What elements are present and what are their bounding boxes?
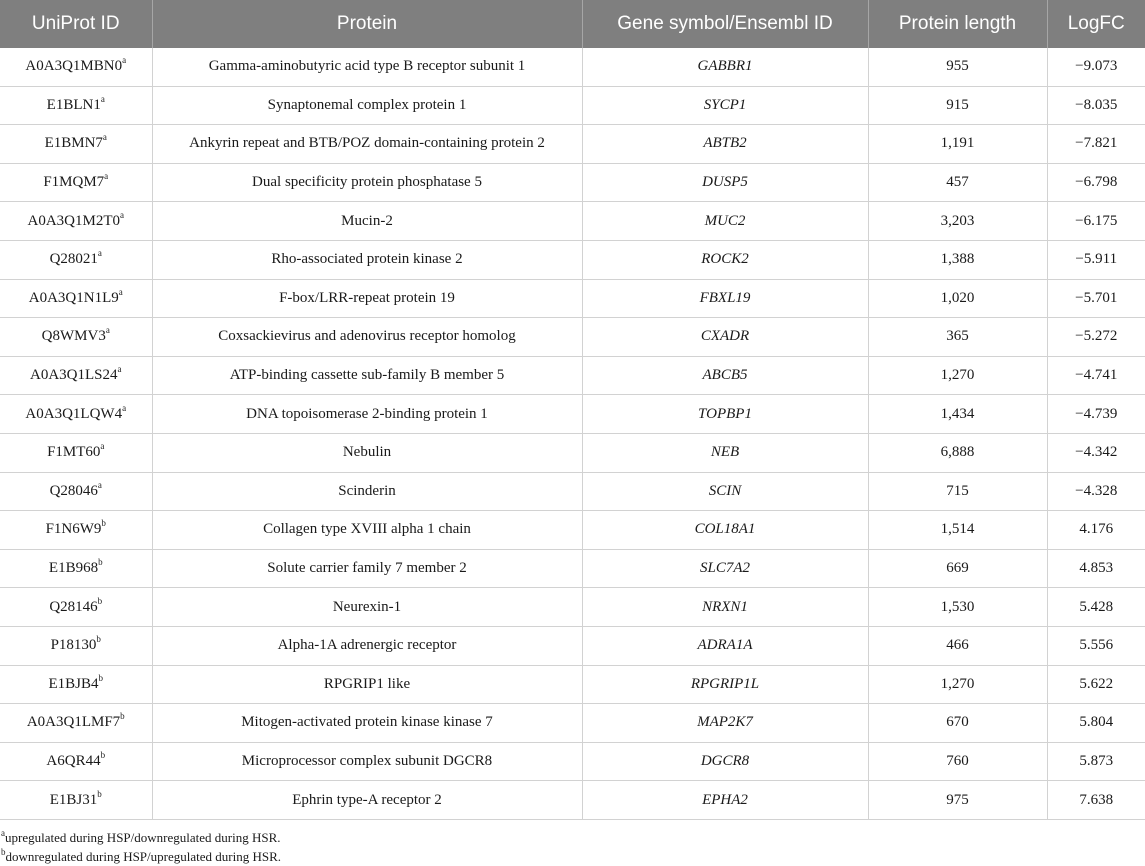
gene-cell: COL18A1 [582,511,868,550]
uniprot-id: A0A3Q1LMF7 [26,714,121,731]
uniprot-id-cell [0,202,152,241]
uniprot-id: A0A3Q1LQW4 [25,405,123,422]
table-row [0,86,1145,125]
gene-cell: EPHA2 [582,781,868,820]
protein-cell: Gamma-aminobutyric acid type B receptor subunit 1 [152,48,582,86]
footnotes [0,820,1145,866]
uniprot-id: Q28146 [49,598,98,615]
uniprot-id-cell [0,433,152,472]
uniprot-id: Q28021 [49,251,98,268]
uniprot-id: A0A3Q1LS24 [29,367,118,384]
table-row [0,704,1145,743]
gene-cell: GABBR1 [582,48,868,86]
table-row [0,202,1145,241]
logfc-cell: −9.073 [1047,48,1145,86]
footnote-mark: a [122,402,127,413]
uniprot-id: E1BJ31 [49,791,98,808]
uniprot-id: E1BJB4 [48,675,99,692]
uniprot-id-cell [0,781,152,820]
gene-cell: DGCR8 [582,742,868,781]
logfc-cell: −6.798 [1047,163,1145,202]
uniprot-id-cell [0,588,152,627]
length-cell: 365 [868,318,1047,357]
table-row [0,742,1145,781]
length-cell: 6,888 [868,433,1047,472]
uniprot-id: F1MQM7 [43,174,105,191]
protein-cell: Ephrin type-A receptor 2 [152,781,582,820]
gene-cell: NEB [582,433,868,472]
table-row [0,433,1145,472]
footnote-mark: a [100,441,105,452]
table-row [0,781,1145,820]
logfc-cell: −4.741 [1047,356,1145,395]
footnote-mark: a [118,286,123,297]
uniprot-id-cell [0,549,152,588]
table-row [0,125,1145,164]
gene-cell: RPGRIP1L [582,665,868,704]
gene-cell: ABTB2 [582,125,868,164]
uniprot-id-cell [0,665,152,704]
header-protein-length: Protein length [868,0,1047,48]
gene-cell: ROCK2 [582,240,868,279]
length-cell: 1,514 [868,511,1047,550]
gene-cell: TOPBP1 [582,395,868,434]
gene-cell: CXADR [582,318,868,357]
footnote-mark: a [1,827,5,838]
length-cell: 669 [868,549,1047,588]
footnote-mark: b [100,749,106,760]
table-row [0,472,1145,511]
footnote-mark: b [1,846,6,857]
footnote-mark: a [97,479,102,490]
footnote-mark: a [102,132,107,143]
header-uniprot-id: UniProt ID [0,0,152,48]
protein-cell: Mitogen-activated protein kinase kinase 7 [152,704,582,743]
protein-cell: Neurexin-1 [152,588,582,627]
logfc-cell: 5.873 [1047,742,1145,781]
uniprot-id-cell [0,511,152,550]
table-row [0,549,1145,588]
uniprot-id-cell [0,395,152,434]
header-protein: Protein [152,0,582,48]
logfc-cell: 7.638 [1047,781,1145,820]
table-row [0,665,1145,704]
length-cell: 760 [868,742,1047,781]
table-row [0,48,1145,86]
logfc-cell: −8.035 [1047,86,1145,125]
uniprot-id-cell [0,125,152,164]
footnote-mark: b [97,788,102,799]
gene-cell: ABCB5 [582,356,868,395]
footnote-b [1,847,1145,866]
table-row [0,163,1145,202]
protein-cell: Scinderin [152,472,582,511]
protein-cell: F-box/LRR-repeat protein 19 [152,279,582,318]
uniprot-id-cell [0,742,152,781]
length-cell: 3,203 [868,202,1047,241]
table-row [0,626,1145,665]
protein-cell: Nebulin [152,433,582,472]
table-row [0,511,1145,550]
uniprot-id: P18130 [50,637,97,654]
uniprot-id-cell [0,240,152,279]
length-cell: 1,530 [868,588,1047,627]
footnote-mark: a [117,364,122,375]
uniprot-id-cell [0,163,152,202]
logfc-cell: −5.911 [1047,240,1145,279]
footnote-mark: b [120,711,125,722]
length-cell: 1,270 [868,356,1047,395]
footnote-a [1,828,1145,847]
footnote-mark: a [97,248,102,259]
gene-cell: SYCP1 [582,86,868,125]
gene-cell: MUC2 [582,202,868,241]
length-cell: 955 [868,48,1047,86]
header-logfc: LogFC [1047,0,1145,48]
protein-cell: Synaptonemal complex protein 1 [152,86,582,125]
uniprot-id: A0A3Q1MBN0 [25,58,123,75]
footnote-mark: b [98,672,103,683]
protein-cell: RPGRIP1 like [152,665,582,704]
footnote-text: downregulated during HSP/upregulated during HSR. [5,848,281,864]
gene-cell: ADRA1A [582,626,868,665]
gene-cell: NRXN1 [582,588,868,627]
logfc-cell: −5.701 [1047,279,1145,318]
footnote-text: upregulated during HSP/downregulated during HSR. [5,829,281,845]
uniprot-id: A0A3Q1M2T0 [27,212,120,229]
length-cell: 670 [868,704,1047,743]
uniprot-id-cell [0,86,152,125]
length-cell: 1,191 [868,125,1047,164]
table-row [0,356,1145,395]
logfc-cell: −7.821 [1047,125,1145,164]
table-row [0,588,1145,627]
uniprot-id: E1B968 [48,560,99,577]
table-row [0,279,1145,318]
uniprot-id: E1BMN7 [44,135,103,152]
protein-cell: Mucin-2 [152,202,582,241]
uniprot-id: F1N6W9 [45,521,102,538]
footnote-mark: a [120,209,124,220]
uniprot-id: A6QR44 [46,752,101,769]
logfc-cell: 5.622 [1047,665,1145,704]
logfc-cell: 5.556 [1047,626,1145,665]
protein-cell: Dual specificity protein phosphatase 5 [152,163,582,202]
protein-cell: DNA topoisomerase 2-binding protein 1 [152,395,582,434]
footnote-mark: a [105,325,110,336]
gene-cell: SCIN [582,472,868,511]
footnote-mark: b [98,557,103,568]
logfc-cell: −4.739 [1047,395,1145,434]
uniprot-id-cell [0,472,152,511]
uniprot-id-cell [0,318,152,357]
uniprot-id-cell [0,356,152,395]
protein-cell: Coxsackievirus and adenovirus receptor homolog [152,318,582,357]
logfc-cell: 5.428 [1047,588,1145,627]
uniprot-id-cell [0,704,152,743]
uniprot-id-cell [0,626,152,665]
length-cell: 1,434 [868,395,1047,434]
table-body [0,48,1145,819]
footnote-mark: a [122,55,127,66]
logfc-cell: −4.328 [1047,472,1145,511]
uniprot-id: F1MT60 [47,444,101,461]
table-row [0,318,1145,357]
length-cell: 1,270 [868,665,1047,704]
protein-cell: Collagen type XVIII alpha 1 chain [152,511,582,550]
uniprot-id: Q28046 [49,482,98,499]
table-header-row [0,0,1145,48]
length-cell: 1,388 [868,240,1047,279]
protein-cell: Alpha-1A adrenergic receptor [152,626,582,665]
logfc-cell: −6.175 [1047,202,1145,241]
logfc-cell: −4.342 [1047,433,1145,472]
uniprot-id: Q8WMV3 [41,328,106,345]
gene-cell: MAP2K7 [582,704,868,743]
footnote-mark: a [100,93,105,104]
length-cell: 715 [868,472,1047,511]
uniprot-id-cell [0,48,152,86]
logfc-cell: 4.176 [1047,511,1145,550]
logfc-cell: −5.272 [1047,318,1145,357]
length-cell: 457 [868,163,1047,202]
protein-cell: Ankyrin repeat and BTB/POZ domain-containing protein 2 [152,125,582,164]
uniprot-id: E1BLN1 [46,96,101,113]
table-row [0,240,1145,279]
gene-cell: FBXL19 [582,279,868,318]
uniprot-id-cell [0,279,152,318]
footnote-mark: b [97,595,103,606]
uniprot-id: A0A3Q1N1L9 [28,289,119,306]
footnote-mark: b [96,634,101,645]
length-cell: 466 [868,626,1047,665]
protein-cell: ATP-binding cassette sub-family B member 5 [152,356,582,395]
gene-cell: DUSP5 [582,163,868,202]
logfc-cell: 5.804 [1047,704,1145,743]
logfc-cell: 4.853 [1047,549,1145,588]
header-gene-symbol: Gene symbol/Ensembl ID [582,0,868,48]
gene-cell: SLC7A2 [582,549,868,588]
table-row [0,395,1145,434]
protein-cell: Microprocessor complex subunit DGCR8 [152,742,582,781]
footnote-mark: b [101,518,106,529]
length-cell: 1,020 [868,279,1047,318]
protein-cell: Solute carrier family 7 member 2 [152,549,582,588]
protein-cell: Rho-associated protein kinase 2 [152,240,582,279]
footnote-mark: a [104,171,109,182]
length-cell: 915 [868,86,1047,125]
length-cell: 975 [868,781,1047,820]
